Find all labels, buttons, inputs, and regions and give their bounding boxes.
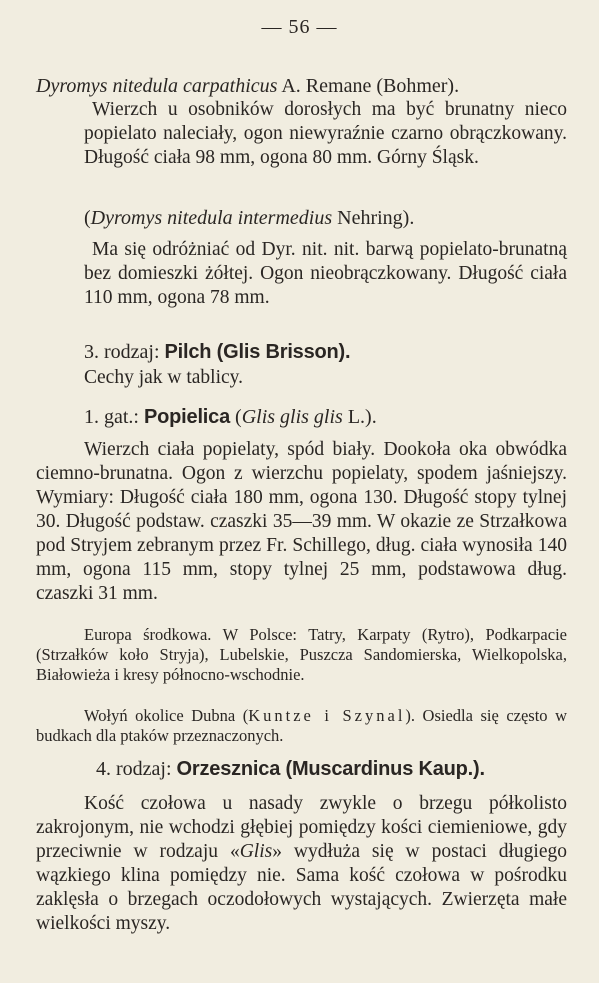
species1-latin: Glis glis glis bbox=[241, 406, 343, 428]
species1-description: Wierzch ciała popielaty, spód biały. Dookoła oka obwódka ciemno-brunatna. Ogon z wierzchu popielaty, spodem jaśniejszy. Wymiary: Długość ciała 180 mm, ogona 130. Długość stopy tylnej 30. Długość podstaw. czaszki 35—39 mm. W okazie ze Strzałkowa pod Stryjem zebranym przez Fr. Schillego, dług. ciała wynosiła 140 mm, ogona 115 mm, stopy tylnej 25 mm, podstawowa dług. czaszki 31 mm. bbox=[36, 439, 567, 604]
genus4-name: Orzesznica (Muscardinus Kaup.). bbox=[176, 758, 485, 780]
genus3-name: Pilch (Glis Brisson). bbox=[164, 341, 351, 363]
species1-volhynia: Wołyń okolice Dubna (Kuntze i Szynal). Osiedla się często w budkach dla ptaków przeznaczonych. bbox=[36, 706, 567, 745]
entry2-description: Ma się odróżniać od Dyr. nit. nit. barwą popielato-brunatną bez domieszki żółtej. Ogon nieobrączkowany. Długość ciała 110 mm, ogona 78 mm. bbox=[84, 239, 567, 308]
page-number: — 56 — bbox=[261, 16, 338, 38]
entry1-description: Wierzch u osobników dorosłych ma być brunatny nieco popielato naleciały, ogon niewyraźnie czarno obrączkowany. Długość ciała 98 mm, ogona 80 mm. Górny Śląsk. bbox=[84, 99, 567, 168]
species1-heading: 1. gat.: Popielica (Glis glis glis L.). bbox=[84, 406, 377, 428]
entry1-title bbox=[36, 74, 567, 98]
genus4-heading bbox=[96, 757, 567, 781]
entry1-latin-name: Dyromys nitedula carpathicus bbox=[36, 75, 278, 97]
genus4-label: 4. rodzaj: bbox=[96, 758, 172, 780]
entry2-author: Nehring). bbox=[337, 207, 415, 229]
entry2-title: (Dyromys nitedula intermedius Nehring). bbox=[84, 207, 415, 229]
species1-name: Popielica bbox=[144, 406, 231, 428]
species1-author: L.). bbox=[347, 406, 377, 428]
species1-label: 1. gat.: bbox=[84, 406, 139, 428]
volhynia-authors: Kuntze i Szynal bbox=[248, 706, 406, 725]
genus4-description: Kość czołowa u nasady zwykle o brzegu półkolisto zakrojonym, nie wchodzi głębiej pomiędzy kości ciemieniowe, gdy przeciwnie w rodzaju «Glis» wydłuża się w postaci długiego wązkiego klina pomiędzy nie. Sama kość czołowa w pośrodku zaklęsła o brzegach oczodołowych wystających. Zwierzęta małe wielkości myszy. bbox=[36, 793, 568, 934]
entry1-author: A. Remane (Bohmer). bbox=[281, 75, 460, 97]
genus3-label: 3. rodzaj: bbox=[84, 341, 160, 363]
entry2-latin-name: Dyromys nitedula intermedius bbox=[90, 207, 333, 229]
genus3-heading bbox=[84, 340, 567, 364]
genus3-note: Cechy jak w tablicy. bbox=[84, 367, 244, 388]
species1-distribution: Europa środkowa. W Polsce: Tatry, Karpaty (Rytro), Podkarpacie (Strzałków koło Stryja), Lubelskie, Puszcza Sandomierska, Wielkopolska, Białowieża i kresy północno-wschodnie. bbox=[36, 625, 567, 684]
